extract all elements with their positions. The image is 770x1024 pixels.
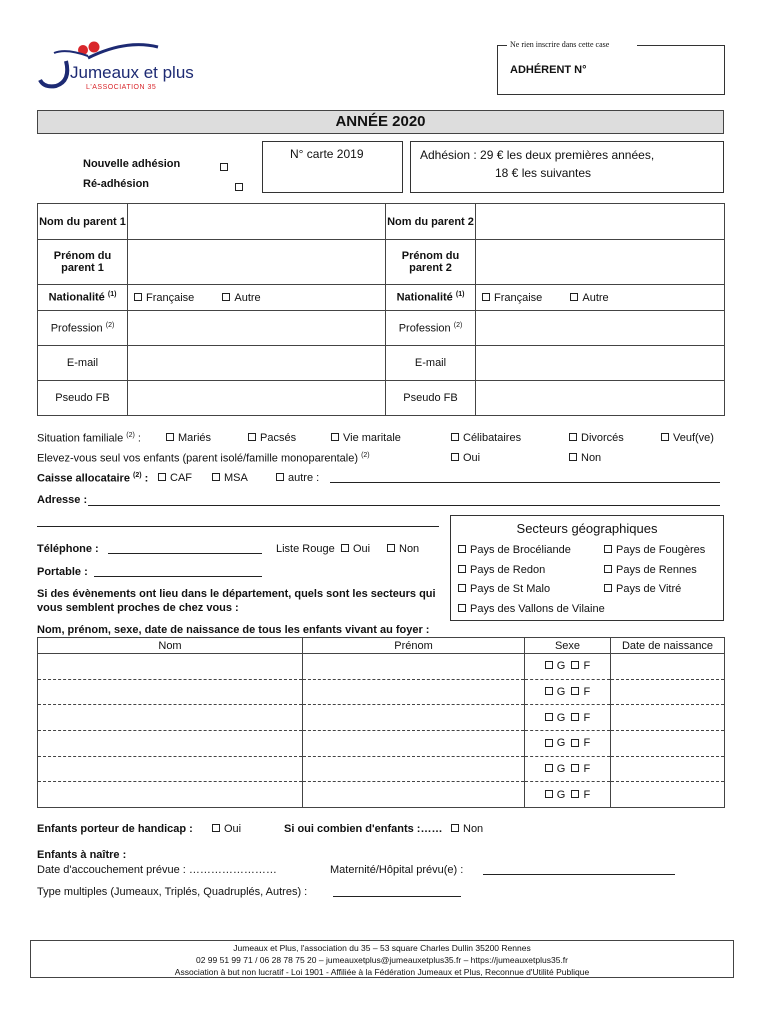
sector-fougeres[interactable]: Pays de Fougères	[604, 544, 705, 556]
sex-choice[interactable]: G F	[525, 654, 611, 680]
parent2-email-input[interactable]	[476, 346, 725, 381]
family-situation-label: Situation familiale $^{(2)}$ :	[37, 432, 141, 445]
parent2-firstname-label: Prénom du parent 2	[386, 240, 476, 285]
col-nom: Nom	[38, 638, 303, 654]
table-row	[38, 705, 725, 731]
sector-vallons[interactable]: Pays des Vallons de Vilaine	[458, 603, 605, 615]
sex-choice[interactable]: G F	[525, 705, 611, 731]
col-date: Date de naissance	[611, 638, 725, 654]
handicap-count-label: Si oui combien d'enfants :……	[284, 823, 443, 835]
parent2-nationality-label: Nationalité $^{(1)}$	[386, 285, 476, 311]
parent1-profession-input[interactable]	[128, 311, 386, 346]
liste-rouge-label: Liste Rouge	[276, 543, 335, 555]
sector-vitre[interactable]: Pays de Vitré	[604, 583, 681, 595]
parent1-firstname-label: Prénom du parent 1	[38, 240, 128, 285]
single-parent-question: Elevez-vous seul vos enfants (parent isolé/famille monoparentale) $^{(2)}$	[37, 452, 370, 465]
liste-rouge-non[interactable]: Non	[387, 543, 419, 555]
table-row	[38, 731, 725, 757]
table-row	[38, 782, 725, 808]
footer-legal: Association à but non lucratif - Loi 1901 - Affiliée à la Fédération Jumeaux et Plus, Reconnue d'Utilité Publique	[174, 967, 590, 977]
parent2-firstname-input[interactable]	[476, 240, 725, 285]
renewal-checkbox[interactable]	[235, 183, 243, 191]
col-prenom: Prénom	[303, 638, 525, 654]
new-membership-label: Nouvelle adhésion	[83, 158, 181, 170]
card-number-label: N° carte 2019	[290, 147, 364, 161]
member-number-label: ADHÉRENT N°	[510, 64, 587, 76]
option-vie-maritale[interactable]: Vie maritale	[331, 432, 401, 444]
caisse-msa[interactable]: MSA	[212, 472, 248, 484]
sector-st-malo[interactable]: Pays de St Malo	[458, 583, 550, 595]
events-question-2: vous semblent proches de chez vous :	[37, 602, 239, 614]
phone-label: Téléphone :	[37, 543, 99, 555]
parent2-pseudo-input[interactable]	[476, 381, 725, 416]
option-veuf[interactable]: Veuf(ve)	[661, 432, 714, 444]
logo	[36, 36, 211, 96]
events-question-1: Si des évènements ont lieu dans le département, quels sont les secteurs qui	[37, 588, 436, 600]
table-row	[38, 756, 725, 782]
parent2-profession-label: Profession $^{(2)}$	[386, 311, 476, 346]
mobile-label: Portable :	[37, 566, 88, 578]
fee-line-1: Adhésion : 29 € les deux premières années,	[420, 148, 655, 162]
parent1-name-label: Nom du parent 1	[38, 204, 128, 240]
parent1-nationality-options: Française Autre	[128, 285, 386, 311]
parent2-name-input[interactable]	[476, 204, 725, 240]
handicap-non[interactable]: Non	[451, 823, 483, 835]
phone-input[interactable]	[108, 553, 262, 554]
option-celibataires[interactable]: Célibataires	[451, 432, 521, 444]
parent1-pseudo-input[interactable]	[128, 381, 386, 416]
logo-name: Jumeaux et plus	[70, 63, 194, 82]
parent1-nationality-label: Nationalité $^{(1)}$	[38, 285, 128, 311]
sex-choice[interactable]: G F	[525, 782, 611, 808]
option-divorces[interactable]: Divorcés	[569, 432, 624, 444]
sex-choice[interactable]: G F	[525, 756, 611, 782]
children-title: Nom, prénom, sexe, date de naissance de tous les enfants vivant au foyer :	[37, 624, 430, 636]
sector-redon[interactable]: Pays de Redon	[458, 564, 545, 576]
handicap-label: Enfants porteur de handicap :	[37, 823, 193, 835]
year-title: ANNÉE 2020	[37, 110, 724, 134]
footer-contact: 02 99 51 99 71 / 06 28 78 75 20 – jumeauxetplus@jumeauxetplus35.fr – https://jumeauxetplus35.fr	[195, 955, 568, 965]
sector-rennes[interactable]: Pays de Rennes	[604, 564, 697, 576]
col-sexe: Sexe	[525, 638, 611, 654]
parent2-name-label: Nom du parent 2	[386, 204, 476, 240]
maternity-input[interactable]	[483, 874, 675, 875]
logo-sub: L'ASSOCIATION 35	[86, 84, 157, 91]
table-row	[38, 679, 725, 705]
multiples-type-label: Type multiples (Jumeaux, Triplés, Quadruplés, Autres) :	[37, 886, 308, 898]
sex-choice[interactable]: G F	[525, 731, 611, 757]
parent2-autre-checkbox[interactable]	[570, 293, 578, 301]
parent1-email-label: E-mail	[38, 346, 128, 381]
sectors-title: Secteurs géographiques	[516, 521, 658, 536]
unborn-title: Enfants à naître :	[37, 849, 127, 861]
address-line-1[interactable]	[88, 505, 720, 506]
caisse-autre[interactable]: autre :	[276, 472, 319, 484]
parent1-pseudo-label: Pseudo FB	[38, 381, 128, 416]
parents-table	[37, 203, 725, 416]
sector-broceliande[interactable]: Pays de Brocéliande	[458, 544, 571, 556]
liste-rouge-oui[interactable]: Oui	[341, 543, 370, 555]
parent2-francaise-checkbox[interactable]	[482, 293, 490, 301]
children-table	[37, 637, 725, 808]
parent1-profession-label: Profession $^{(2)}$	[38, 311, 128, 346]
address-line-2[interactable]	[37, 526, 439, 527]
caisse-caf[interactable]: CAF	[158, 472, 192, 484]
parent2-pseudo-label: Pseudo FB	[386, 381, 476, 416]
multiples-type-input[interactable]	[333, 896, 461, 897]
parent1-firstname-input[interactable]	[128, 240, 386, 285]
option-pacses[interactable]: Pacsés	[248, 432, 296, 444]
sex-choice[interactable]: G F	[525, 679, 611, 705]
new-membership-checkbox[interactable]	[220, 163, 228, 171]
parent2-email-label: E-mail	[386, 346, 476, 381]
caisse-label: Caisse allocataire $^{(2)}$ :	[37, 472, 149, 485]
parent1-francaise-checkbox[interactable]	[134, 293, 142, 301]
table-row	[38, 654, 725, 680]
parent1-autre-checkbox[interactable]	[222, 293, 230, 301]
parent1-name-input[interactable]	[128, 204, 386, 240]
maternity-label: Maternité/Hôpital prévu(e) :	[330, 864, 464, 876]
handicap-oui[interactable]: Oui	[212, 823, 241, 835]
reserved-note: Ne rien inscrire dans cette case	[510, 40, 610, 49]
option-maries[interactable]: Mariés	[166, 432, 211, 444]
footer-address: Jumeaux et Plus, l'association du 35 – 53 square Charles Dullin 35200 Rennes	[233, 943, 531, 953]
single-parent-non[interactable]: Non	[569, 452, 601, 464]
address-label: Adresse :	[37, 494, 88, 506]
single-parent-oui[interactable]: Oui	[451, 452, 480, 464]
footer	[30, 940, 734, 978]
parent2-nationality-options: Française Autre	[476, 285, 725, 311]
caisse-autre-line[interactable]	[330, 482, 720, 483]
parent1-email-input[interactable]	[128, 346, 386, 381]
parent2-profession-input[interactable]	[476, 311, 725, 346]
mobile-input[interactable]	[94, 576, 262, 577]
fee-line-2: 18 € les suivantes	[495, 166, 592, 180]
renewal-label: Ré-adhésion	[83, 178, 150, 190]
due-date-label: Date d'accouchement prévue : ……………………	[37, 864, 277, 876]
